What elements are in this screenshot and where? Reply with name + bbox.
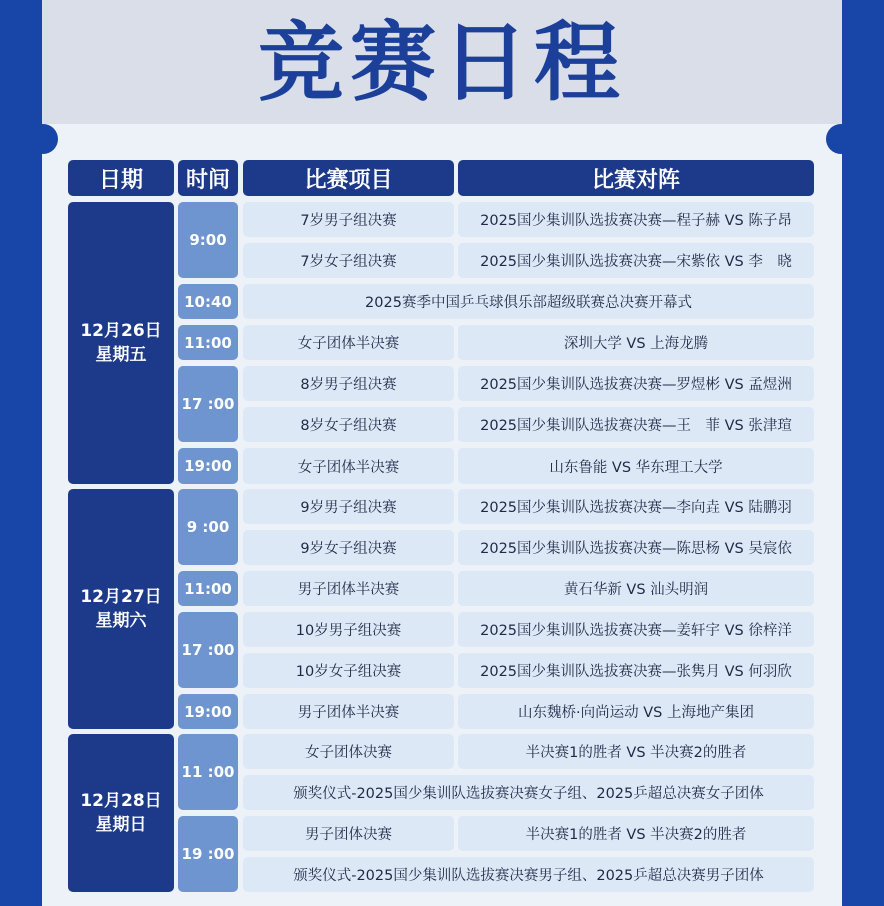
match-cell: 2025国少集训队选拔赛决赛—陈思杨 VS 吴宸依 (458, 530, 814, 565)
event-cell: 女子团体半决赛 (243, 325, 454, 360)
header-event: 比赛项目 (243, 160, 454, 196)
match-cell: 半决赛1的胜者 VS 半决赛2的胜者 (458, 816, 814, 851)
time-cell: 11 :00 (178, 734, 238, 810)
event-cell: 9岁女子组决赛 (243, 530, 454, 565)
ceremony-cell: 2025赛季中国乒乓球俱乐部超级联赛总决赛开幕式 (243, 284, 814, 319)
date-text: 12月27日 (80, 587, 162, 607)
ceremony-cell: 颁奖仪式-2025国少集训队选拔赛决赛女子组、2025乒超总决赛女子团体 (243, 775, 814, 810)
match-cell: 2025国少集训队选拔赛决赛—程子赫 VS 陈子昂 (458, 202, 814, 237)
page-title: 竞赛日程 (258, 13, 626, 113)
date-cell (68, 734, 174, 892)
event-cell: 10岁女子组决赛 (243, 653, 454, 688)
time-cell: 17 :00 (178, 366, 238, 442)
match-cell: 2025国少集训队选拔赛决赛—罗煜彬 VS 孟煜洲 (458, 366, 814, 401)
time-cell: 11:00 (178, 325, 238, 360)
event-cell: 男子团体半决赛 (243, 694, 454, 729)
event-cell: 男子团体半决赛 (243, 571, 454, 606)
time-cell: 11:00 (178, 571, 238, 606)
time-cell: 19 :00 (178, 816, 238, 892)
event-cell: 9岁男子组决赛 (243, 489, 454, 524)
event-cell: 10岁男子组决赛 (243, 612, 454, 647)
match-cell: 山东鲁能 VS 华东理工大学 (458, 448, 814, 484)
event-cell: 女子团体决赛 (243, 734, 454, 769)
weekday-text: 星期五 (95, 345, 147, 365)
match-cell: 2025国少集训队选拔赛决赛—姜轩宇 VS 徐梓洋 (458, 612, 814, 647)
match-cell: 2025国少集训队选拔赛决赛—李向垚 VS 陆鹏羽 (458, 489, 814, 524)
date-text: 12月26日 (80, 321, 162, 341)
header-match: 比赛对阵 (458, 160, 814, 196)
event-cell: 8岁男子组决赛 (243, 366, 454, 401)
header-time: 时间 (178, 160, 238, 196)
weekday-text: 星期日 (95, 815, 147, 835)
match-cell: 黄石华新 VS 汕头明润 (458, 571, 814, 606)
date-cell (68, 489, 174, 729)
event-cell: 女子团体半决赛 (243, 448, 454, 484)
match-cell: 2025国少集训队选拔赛决赛—王 菲 VS 张津瑄 (458, 407, 814, 442)
header-date: 日期 (68, 160, 174, 196)
time-cell: 9:00 (178, 202, 238, 278)
event-cell: 8岁女子组决赛 (243, 407, 454, 442)
match-cell: 半决赛1的胜者 VS 半决赛2的胜者 (458, 734, 814, 769)
ceremony-cell: 颁奖仪式-2025国少集训队选拔赛决赛男子组、2025乒超总决赛男子团体 (243, 857, 814, 892)
card-notch-right (826, 124, 856, 154)
event-cell: 男子团体决赛 (243, 816, 454, 851)
weekday-text: 星期六 (95, 611, 147, 631)
event-cell: 7岁女子组决赛 (243, 243, 454, 278)
card-notch-left (28, 124, 58, 154)
match-cell: 深圳大学 VS 上海龙腾 (458, 325, 814, 360)
match-cell: 2025国少集训队选拔赛决赛—宋紫依 VS 李 晓 (458, 243, 814, 278)
event-cell: 7岁男子组决赛 (243, 202, 454, 237)
time-cell: 19:00 (178, 694, 238, 729)
time-cell: 19:00 (178, 448, 238, 484)
match-cell: 2025国少集训队选拔赛决赛—张隽月 VS 何羽欣 (458, 653, 814, 688)
time-cell: 10:40 (178, 284, 238, 319)
date-text: 12月28日 (80, 791, 162, 811)
time-cell: 9 :00 (178, 489, 238, 565)
time-cell: 17 :00 (178, 612, 238, 688)
match-cell: 山东魏桥·向尚运动 VS 上海地产集团 (458, 694, 814, 729)
date-cell (68, 202, 174, 484)
